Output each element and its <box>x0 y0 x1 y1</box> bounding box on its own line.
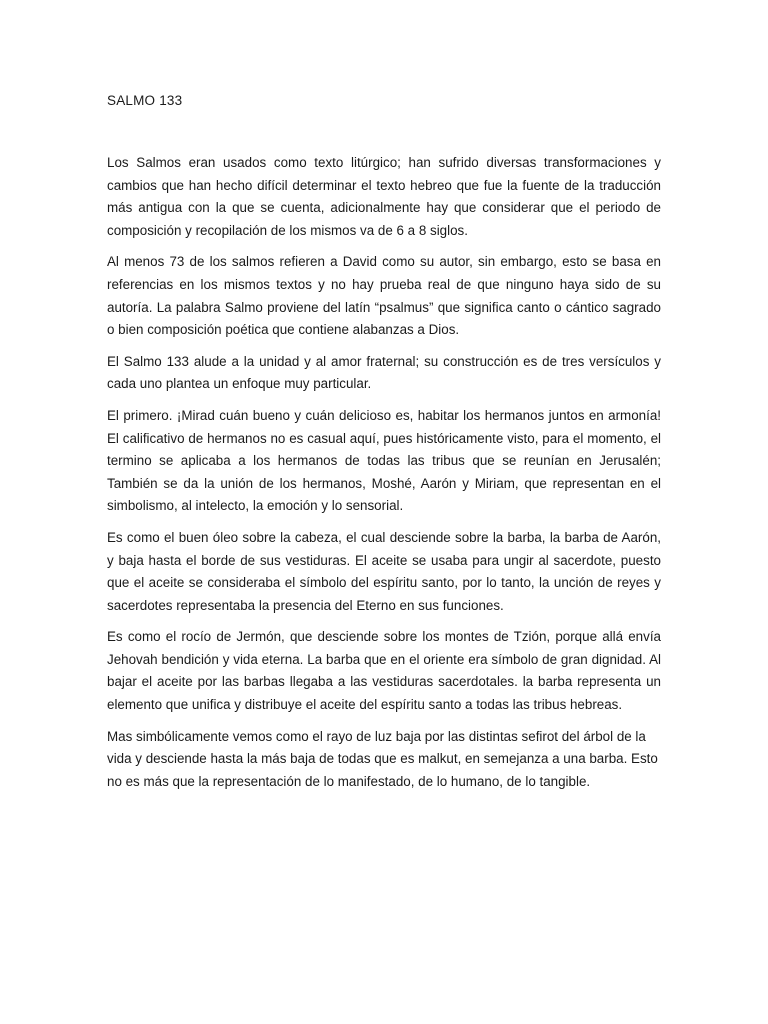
paragraph-psalm-133: El Salmo 133 alude a la unidad y al amor fraternal; su construcción es de tres versículos y cada uno plantea un enfoque muy particular. <box>107 353 661 392</box>
paragraph-symbolism: Mas simbólicamente vemos como el rayo de luz baja por las distintas sefirot del árbol de la vida y desciende hasta la más baja de todas que es malkut, en semejanza a una barba. Esto no es más que la representación de lo manifestado, de lo humano, de lo tangible. <box>107 728 658 789</box>
document-body <box>107 152 661 802</box>
paragraph-authorship: Al menos 73 de los salmos refieren a David como su autor, sin embargo, esto se basa en referencias en los mismos textos y no hay prueba real de que ninguno haya sido de su autoría. La palabra Salmo proviene del latín “psalmus” que significa canto o cántico sagrado o bien composición poética que contiene alabanzas a Dios. <box>107 254 661 338</box>
paragraph-third-verse: Es como el rocío de Jermón, que desciende sobre los montes de Tzión, porque allá envía Jehovah bendición y vida eterna. La barba que en el oriente era símbolo de gran dignidad. Al bajar el aceite por las barbas llegaba a las vestiduras sacerdotales. la barba representa un elemento que unifica y distribuye el aceite del espíritu santo a todas las tribus hebreas. <box>107 629 661 713</box>
paragraph-first-verse: El primero. ¡Mirad cuán bueno y cuán delicioso es, habitar los hermanos juntos en armonía! El calificativo de hermanos no es casual aquí, pues históricamente visto, para el momento, el termino se aplicaba a los hermanos de todas las tribus que se reunían en Jerusalén; También se da la unión de los hermanos, Moshé, Aarón y Miriam, que representan en el simbolismo, al intelecto, la emoción y lo sensorial. <box>107 407 661 514</box>
paragraph-intro: Los Salmos eran usados como texto litúrgico; han sufrido diversas transformaciones y cambios que han hecho difícil determinar el texto hebreo que fue la fuente de la traducción más antigua con la que se cuenta, adicionalmente hay que considerar que el periodo de composición y recopilación de los mismos va de 6 a 8 siglos. <box>107 155 661 238</box>
document-title: SALMO 133 <box>107 93 183 108</box>
paragraph-second-verse: Es como el buen óleo sobre la cabeza, el cual desciende sobre la barba, la barba de Aarón, y baja hasta el borde de sus vestiduras. El aceite se usaba para ungir al sacerdote, puesto que el aceite se consideraba el símbolo del espíritu santo, por lo tanto, la unción de reyes y sacerdotes representaba la presencia del Eterno en sus funciones. <box>107 529 661 613</box>
